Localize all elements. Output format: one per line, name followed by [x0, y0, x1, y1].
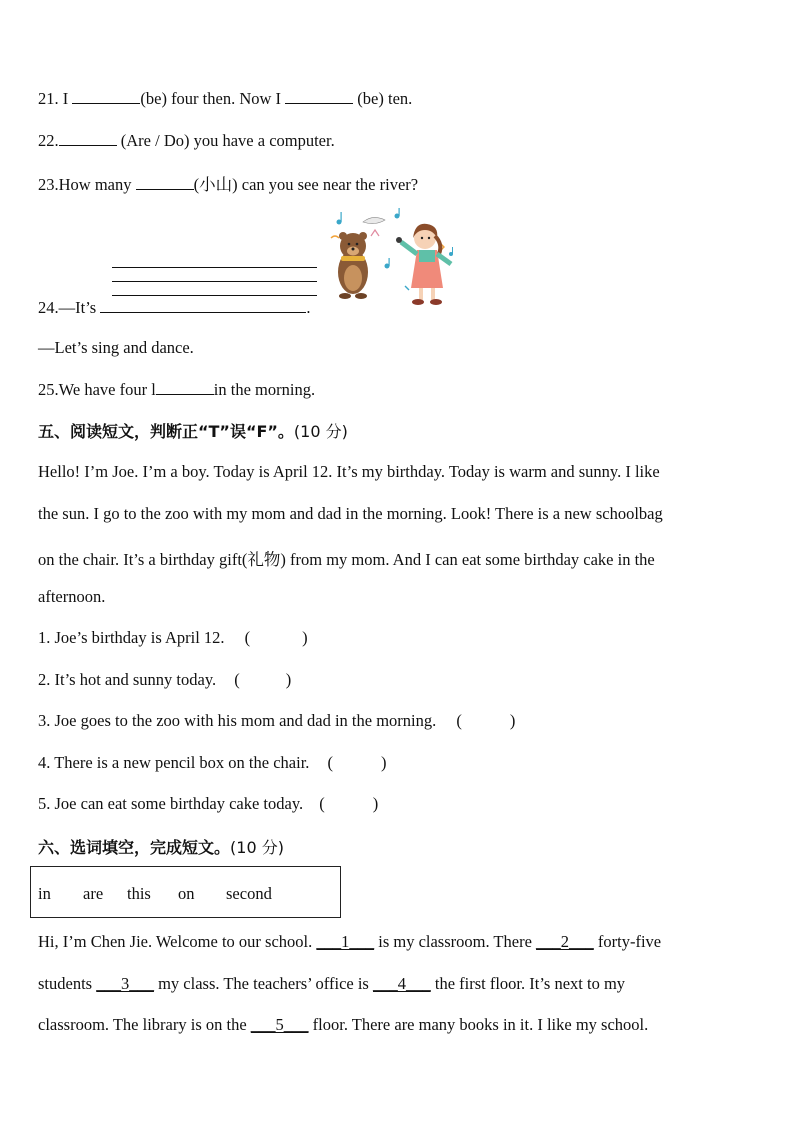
cloze-blank-3[interactable]: ___3___ — [96, 974, 154, 993]
question-number: 25. — [38, 380, 59, 399]
answer-line[interactable] — [112, 281, 317, 282]
answer-blank[interactable] — [59, 130, 117, 146]
tf-item — [38, 628, 308, 648]
question-text: (be) four then. Now I — [140, 89, 282, 108]
answer-bracket[interactable]: ( ) — [234, 670, 292, 689]
question-number: 22. — [38, 131, 59, 150]
answer-blank[interactable] — [285, 88, 353, 104]
section-title: 五、阅读短文，判断正“T”误“F”。 — [38, 422, 294, 441]
answer-blank[interactable] — [100, 297, 306, 313]
tf-item — [38, 753, 387, 773]
tf-statement: 1. Joe’s birthday is April 12. — [38, 628, 225, 647]
bear-figure — [338, 232, 368, 299]
tf-statement: 4. There is a new pencil box on the chair. — [38, 753, 310, 772]
word-bank-word: second — [226, 884, 272, 903]
tf-statement: 2. It’s hot and sunny today. — [38, 670, 217, 689]
question-text: (Are / Do) you have a computer. — [120, 131, 335, 150]
tf-item — [38, 711, 515, 731]
answer-bracket[interactable]: ( ) — [319, 794, 379, 813]
word-bank-word: this — [127, 884, 151, 903]
question-text: How many — [58, 175, 132, 194]
question-text: (小山) can you see near the river? — [193, 175, 419, 194]
answer-line[interactable] — [112, 267, 317, 268]
answer-blank[interactable] — [72, 88, 140, 104]
question-text: in the morning. — [213, 380, 316, 399]
cloze-blank-5[interactable]: ___5___ — [250, 1015, 309, 1034]
answer-bracket[interactable]: ( ) — [244, 628, 308, 647]
passage-line: Hello! I’m Joe. I’m a boy. Today is April 12. It’s my birthday. Today is warm and sunny. I like — [38, 462, 660, 481]
section-title: 六、选词填空，完成短文。 — [38, 838, 231, 857]
passage-line: on the chair. It’s a birthday gift(礼物) from my mom. And I can eat some birthday cake in the — [38, 550, 655, 569]
cloze-line: Hi, I’m Chen Jie. Welcome to our school. ___1___ is my classroom. There ___2___ forty-five — [38, 932, 662, 951]
passage-line: the sun. I go to the zoo with my mom and dad in the morning. Look! There is a new schoolbag — [38, 504, 663, 523]
section-5-heading — [38, 419, 348, 442]
question-text: —It’s — [58, 298, 97, 317]
tf-statement: 3. Joe goes to the zoo with his mom and dad in the morning. — [38, 711, 437, 730]
tf-statement: 5. Joe can eat some birthday cake today. — [38, 794, 304, 813]
question-22 — [38, 130, 335, 151]
question-24 — [38, 297, 310, 318]
section-score: (10 分) — [293, 422, 348, 441]
cloze-blank-4[interactable]: ___4___ — [372, 974, 431, 993]
passage-line: afternoon. — [38, 587, 106, 606]
section-score: (10 分) — [230, 838, 284, 857]
tf-item — [38, 794, 378, 814]
question-text: (be) ten. — [357, 89, 413, 108]
word-bank-word: in — [38, 884, 51, 903]
answer-blank[interactable] — [136, 174, 194, 190]
cloze-blank-2[interactable]: ___2___ — [536, 932, 594, 951]
question-24-reply: —Let’s sing and dance. — [38, 338, 194, 357]
word-bank-box — [30, 866, 341, 918]
question-number: 21. — [38, 89, 59, 108]
girl-figure — [396, 224, 451, 305]
answer-bracket[interactable]: ( ) — [327, 753, 387, 772]
word-bank-word: on — [178, 884, 195, 903]
question-number: 24. — [38, 298, 59, 317]
answer-blank[interactable] — [156, 379, 214, 395]
answer-line[interactable] — [112, 295, 317, 296]
answer-bracket[interactable]: ( ) — [456, 711, 516, 730]
question-23 — [38, 171, 418, 195]
section-6-heading — [38, 835, 284, 858]
bear-and-girl-singing-illustration — [327, 208, 459, 314]
question-text: . — [306, 298, 311, 317]
question-21 — [38, 88, 412, 109]
cloze-blank-1[interactable]: ___1___ — [316, 932, 375, 951]
word-bank-word: are — [83, 884, 104, 903]
question-text: I — [62, 89, 69, 108]
tf-item — [38, 670, 291, 690]
question-25 — [38, 379, 315, 400]
cloze-line: students ___3___ my class. The teachers’ office is ___4___ the first floor. It’s next to my — [38, 974, 626, 993]
cloze-line: classroom. The library is on the ___5___ floor. There are many books in it. I like my school. — [38, 1015, 649, 1034]
question-number: 23. — [38, 175, 59, 194]
question-text: We have four l — [58, 380, 156, 399]
